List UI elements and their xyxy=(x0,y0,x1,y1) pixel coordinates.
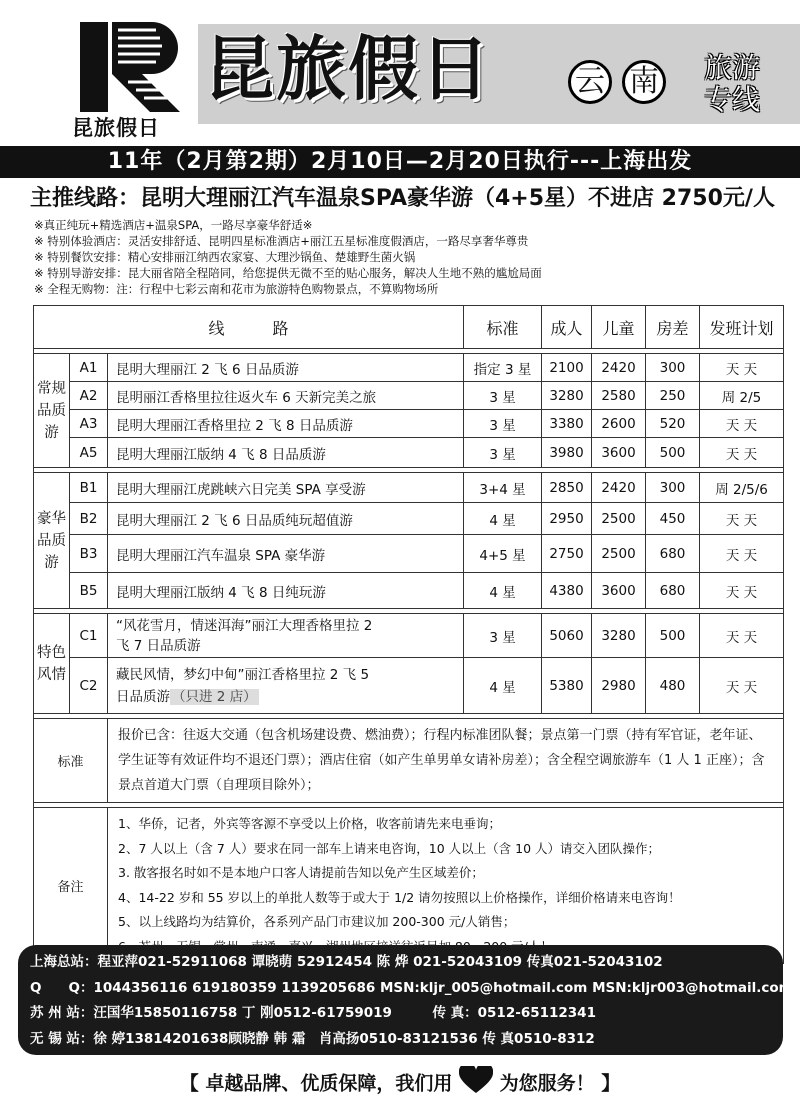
notes-list xyxy=(108,808,784,964)
table-row xyxy=(34,503,784,535)
child-price: 2420 xyxy=(592,473,646,503)
room-diff: 680 xyxy=(646,573,700,609)
table-row xyxy=(34,354,784,382)
slogan xyxy=(0,1066,800,1102)
table-row xyxy=(34,410,784,438)
room-diff: 300 xyxy=(646,473,700,503)
route-type-line1: 旅游 xyxy=(703,51,760,84)
adult-price: 2950 xyxy=(542,503,592,535)
route-standard: 4+5 星 xyxy=(464,535,542,573)
room-diff: 500 xyxy=(646,438,700,468)
child-price: 2600 xyxy=(592,410,646,438)
notes-row xyxy=(34,808,784,964)
route-code: B3 xyxy=(70,535,108,573)
room-diff: 250 xyxy=(646,382,700,410)
route-code: A2 xyxy=(70,382,108,410)
table-header-row xyxy=(34,306,784,349)
header-child: 儿童 xyxy=(592,306,646,349)
table-row xyxy=(34,573,784,609)
adult-price: 5380 xyxy=(542,658,592,714)
adult-price: 3280 xyxy=(542,382,592,410)
region-char-nan: 南 xyxy=(622,60,666,104)
route-note: （只进 2 店） xyxy=(172,688,257,705)
child-price: 2500 xyxy=(592,503,646,535)
logo-text: 昆旅假日 xyxy=(72,115,160,140)
adult-price: 3980 xyxy=(542,438,592,468)
schedule: 天 天 xyxy=(700,503,784,535)
route-name: “风花雪月，情迷洱海”丽江大理香格里拉 2 飞 7 日品质游 xyxy=(108,614,464,658)
route-code: A5 xyxy=(70,438,108,468)
feature-line: ※ 全程无购物：注：行程中七彩云南和花市为旅游特色购物景点，不算购物场所 xyxy=(34,282,439,296)
child-price: 3280 xyxy=(592,614,646,658)
contact-shanghai: 上海总站：程亚萍021-52911068 谭晓萌 52912454 陈 烨 021-52043109 传真021-52043102 xyxy=(30,954,663,970)
standard-label: 标准 xyxy=(34,719,108,803)
room-diff: 520 xyxy=(646,410,700,438)
adult-price: 2750 xyxy=(542,535,592,573)
route-code: A3 xyxy=(70,410,108,438)
schedule: 天 天 xyxy=(700,573,784,609)
note-item: 3. 散客报名时如不是本地户口客人请提前告知以免产生区域差价； xyxy=(118,865,484,880)
adult-price: 3380 xyxy=(542,410,592,438)
route-standard: 4 星 xyxy=(464,503,542,535)
schedule: 天 天 xyxy=(700,410,784,438)
contact-wuxi: 无 锡 站：徐 婷13814201638顾晓静 韩 霜 肖高扬0510-83121536 传 真0510-8312 xyxy=(30,1031,595,1047)
route-type-line2: 专线 xyxy=(703,83,760,116)
adult-price: 5060 xyxy=(542,614,592,658)
child-price: 2420 xyxy=(592,354,646,382)
header-standard: 标准 xyxy=(464,306,542,349)
note-item: 4、14-22 岁和 55 岁以上的单批人数等于或大于 1/2 请勿按照以上价格操作，详细价格请来电咨询！ xyxy=(118,889,681,905)
note-item: 5、以上线路均为结算价，各系列产品门市建议加 200-300 元/人销售； xyxy=(118,914,516,929)
route-code: B2 xyxy=(70,503,108,535)
contact-panel xyxy=(18,945,793,1055)
route-code: B1 xyxy=(70,473,108,503)
group-label: 特色风情 xyxy=(34,614,70,714)
table-row xyxy=(34,658,784,714)
schedule: 天 天 xyxy=(700,438,784,468)
schedule: 天 天 xyxy=(700,354,784,382)
route-type-label xyxy=(682,52,782,116)
contact-qq-msn: Q Q：1044356116 619180359 1139205686 MSN:kljr_005@hotmail.com MSN:kljr003@hotmail.com xyxy=(30,980,793,996)
route-standard: 3 星 xyxy=(464,614,542,658)
table-row xyxy=(34,473,784,503)
route-name: 昆明大理丽江 2 飞 6 日品质纯玩超值游 xyxy=(108,503,464,535)
room-diff: 500 xyxy=(646,614,700,658)
group-label: 常规品质游 xyxy=(34,354,70,468)
schedule: 天 天 xyxy=(700,658,784,714)
price-table xyxy=(33,305,784,964)
route-standard: 指定 3 星 xyxy=(464,354,542,382)
route-name: 昆明大理丽江版纳 4 飞 8 日纯玩游 xyxy=(108,573,464,609)
standard-text: 报价已含：往返大交通（包含机场建设费、燃油费）；行程内标准团队餐；景点第一门票（持有军官证，老年证、学生证等有效证件均不退还门票）；酒店住宿（如产生单男单女请补房差）；含全程空调旅游车（1 人 1 正座）；含景点首道大门票（自理项目除外）； xyxy=(108,719,784,803)
schedule: 周 2/5 xyxy=(700,382,784,410)
note-item: 2、7 人以上（含 7 人）要求在同一部车上请来电咨询，10 人以上（含 10 人）请交入团队操作； xyxy=(118,840,661,856)
child-price: 2580 xyxy=(592,382,646,410)
adult-price: 2850 xyxy=(542,473,592,503)
schedule: 天 天 xyxy=(700,614,784,658)
slogan-left: 【 卓越品牌、优质保障，我们用 xyxy=(179,1072,453,1095)
child-price: 2980 xyxy=(592,658,646,714)
notes-label: 备注 xyxy=(34,808,108,964)
room-diff: 450 xyxy=(646,503,700,535)
table-row xyxy=(34,382,784,410)
route-name: 昆明大理丽江 2 飞 6 日品质游 xyxy=(108,354,464,382)
route-code: B5 xyxy=(70,573,108,609)
header-route: 线 路 xyxy=(34,306,464,349)
period-bar: 11年（2月第2期）2月10日—2月20日执行---上海出发 xyxy=(0,146,800,178)
route-code: C2 xyxy=(70,658,108,714)
contact-suzhou: 苏 州 站：汪国华15850116758 丁 刚0512-61759019 传 真：0512-65112341 xyxy=(30,1005,596,1021)
feature-line: ※ 特别体验酒店：灵活安排舒适、昆明四星标准酒店+丽江五星标准度假酒店，一路尽享奢华尊贵 xyxy=(34,234,529,248)
route-name xyxy=(108,658,464,714)
feature-line: ※ 特别餐饮安排：精心安排丽江纳西农家宴、大理沙锅鱼、楚雄野生菌火锅 xyxy=(34,250,416,264)
region-char-yun: 云 xyxy=(568,60,612,104)
route-name: 昆明大理丽江香格里拉 2 飞 8 日品质游 xyxy=(108,410,464,438)
heart-icon xyxy=(459,1066,493,1102)
child-price: 3600 xyxy=(592,573,646,609)
route-name: 昆明大理丽江汽车温泉 SPA 豪华游 xyxy=(108,535,464,573)
standard-row xyxy=(34,719,784,803)
header-schedule: 发班计划 xyxy=(700,306,784,349)
feature-line: ※真正纯玩+精选酒店+温泉SPA，一路尽享豪华舒适※ xyxy=(34,218,313,232)
table-row xyxy=(34,535,784,573)
route-name: 昆明大理丽江虎跳峡六日完美 SPA 享受游 xyxy=(108,473,464,503)
route-standard: 3 星 xyxy=(464,410,542,438)
slogan-right: 为您服务！ 】 xyxy=(499,1072,621,1095)
route-code: C1 xyxy=(70,614,108,658)
room-diff: 680 xyxy=(646,535,700,573)
brand-title: 昆旅假日 xyxy=(204,27,492,110)
group-label: 豪华品质游 xyxy=(34,473,70,609)
headline: 主推线路：昆明大理丽江汽车温泉SPA豪华游（4+5星）不进店 2750元/人 xyxy=(30,186,775,211)
note-item: 1、华侨，记者，外宾等客源不享受以上价格，收客前请先来电垂询； xyxy=(118,816,501,831)
header-room: 房差 xyxy=(646,306,700,349)
room-diff: 300 xyxy=(646,354,700,382)
table-row xyxy=(34,438,784,468)
room-diff: 480 xyxy=(646,658,700,714)
header-adult: 成人 xyxy=(542,306,592,349)
route-standard: 4 星 xyxy=(464,573,542,609)
table-row xyxy=(34,614,784,658)
adult-price: 4380 xyxy=(542,573,592,609)
route-name: 昆明丽江香格里拉往返火车 6 天新完美之旅 xyxy=(108,382,464,410)
route-standard: 3 星 xyxy=(464,382,542,410)
adult-price: 2100 xyxy=(542,354,592,382)
schedule: 周 2/5/6 xyxy=(700,473,784,503)
route-name: 昆明大理丽江版纳 4 飞 8 日品质游 xyxy=(108,438,464,468)
route-standard: 4 星 xyxy=(464,658,542,714)
feature-line: ※ 特别导游安排：昆大丽省陪全程陪同，给您提供无微不至的贴心服务，解决人生地不熟的尴尬局面 xyxy=(34,266,542,280)
child-price: 3600 xyxy=(592,438,646,468)
route-name-text: 藏民风情，梦幻中甸”丽江香格里拉 2 飞 5 日品质游 xyxy=(116,666,370,705)
child-price: 2500 xyxy=(592,535,646,573)
route-code: A1 xyxy=(70,354,108,382)
schedule: 天 天 xyxy=(700,535,784,573)
route-standard: 3 星 xyxy=(464,438,542,468)
route-standard: 3+4 星 xyxy=(464,473,542,503)
